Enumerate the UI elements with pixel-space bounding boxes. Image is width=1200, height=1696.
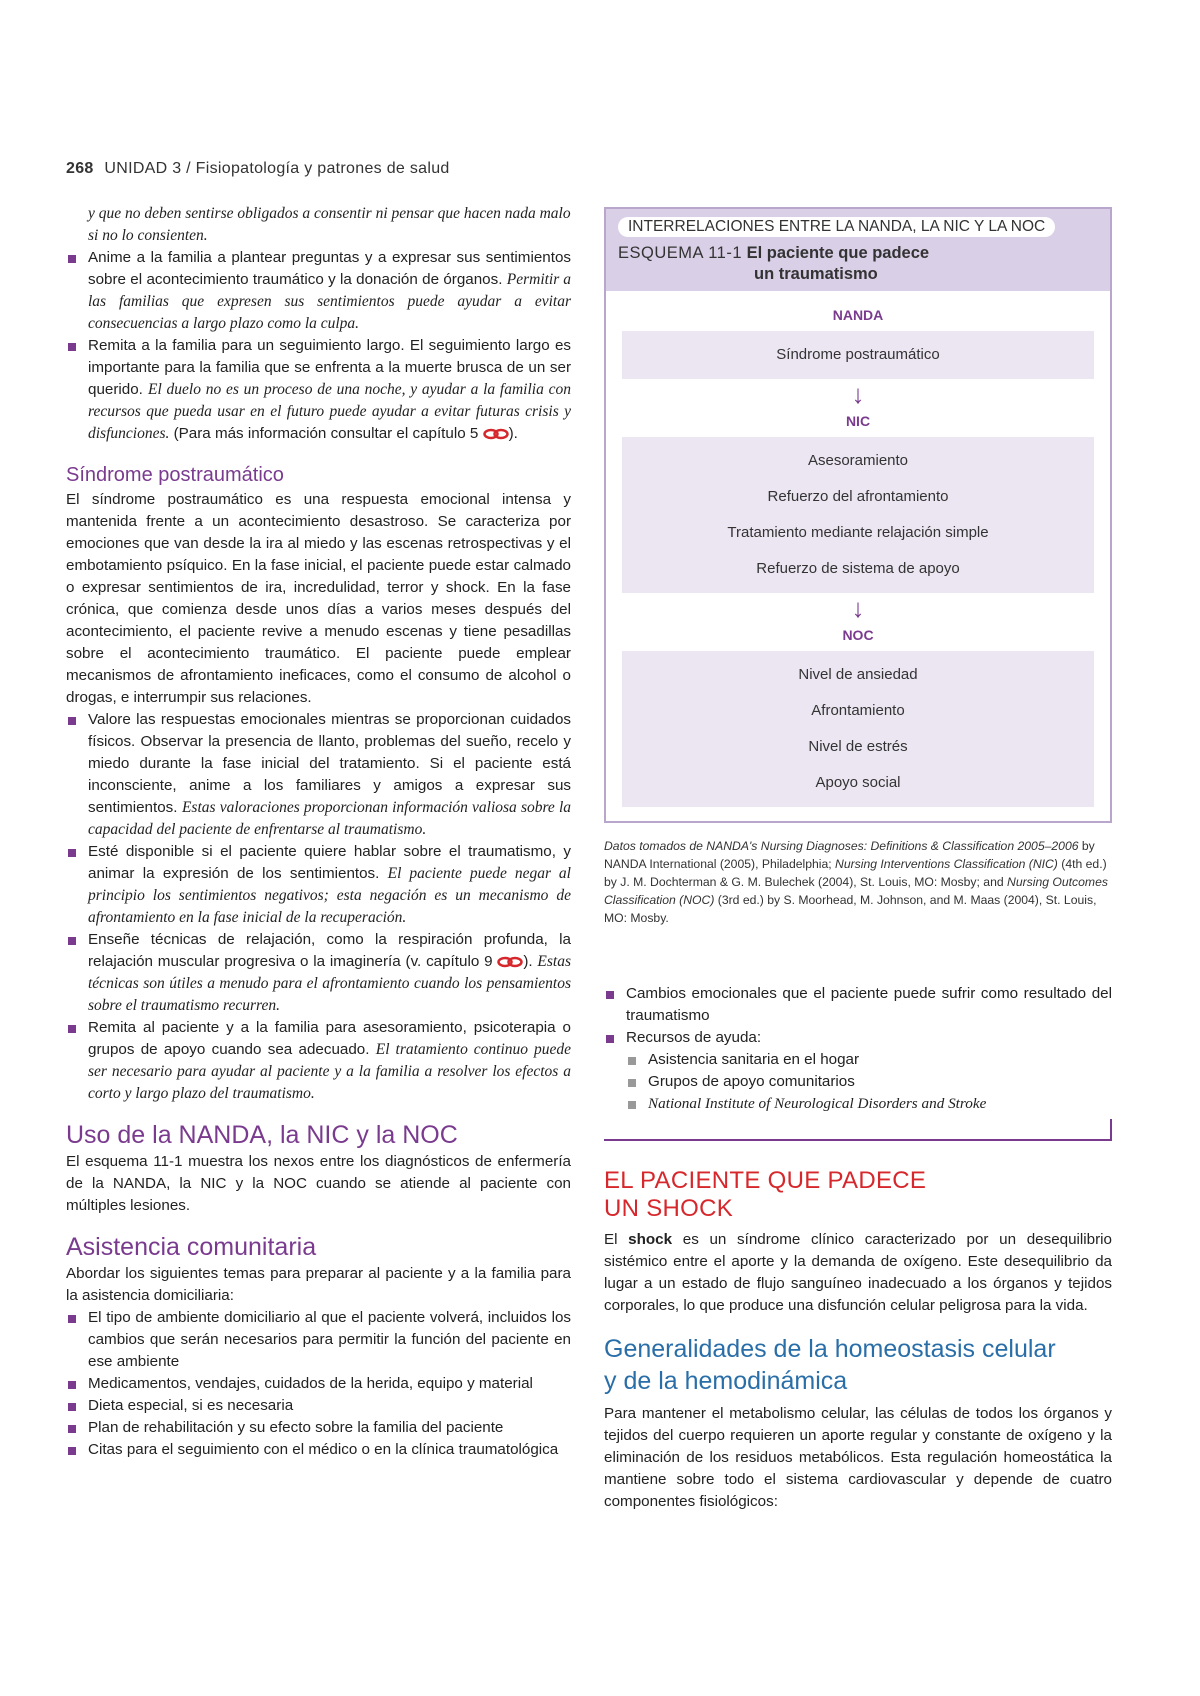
- chapter-heading-shock: [604, 1167, 1112, 1223]
- nic-box: [622, 437, 1094, 593]
- bullet-list-sindrome: [66, 709, 571, 1105]
- list-item: [66, 247, 571, 335]
- list-item: [66, 1017, 571, 1105]
- section-heading-uso: Uso de la NANDA, la NIC y la NOC: [66, 1121, 458, 1149]
- list-item: Recursos de ayuda:: [604, 1027, 1112, 1049]
- schema-title-line-2: un traumatismo: [754, 265, 878, 283]
- section-end-rule: [604, 1119, 1112, 1141]
- section-heading-generalidades: [604, 1333, 1112, 1397]
- source-text: (3rd ed.) by S. Moorhead, M. Johnson, and M. Maas (2004), St. Louis, MO: Mosby.: [604, 893, 1097, 925]
- bullet-rationale: Estas técnicas son útiles a menudo para el afrontamiento cuando los pensamientos sobre el traumatismo recurren.: [88, 953, 572, 1014]
- bullet-text: Anime a la familia a plantear preguntas y a expresar sus sentimientos sobre el acontecimiento traumático y la donación de órganos.: [88, 249, 571, 288]
- schema-box: [604, 207, 1112, 823]
- text: El: [604, 1231, 629, 1248]
- left-column: [66, 203, 571, 1461]
- section-heading-asistencia: Asistencia comunitaria: [66, 1233, 317, 1261]
- list-item: Medicamentos, vendajes, cuidados de la herida, equipo y material: [66, 1373, 571, 1395]
- source-text: Datos tomados de: [604, 839, 707, 853]
- source-title: Nursing Outcomes Classification (NOC): [604, 875, 1108, 907]
- list-item: Grupos de apoyo comunitarios: [604, 1071, 1112, 1093]
- list-item: Asistencia sanitaria en el hogar: [604, 1049, 1112, 1071]
- nanda-label: NANDA: [832, 307, 884, 323]
- running-head-text: UNIDAD 3 / Fisiopatología y patrones de salud: [104, 160, 450, 177]
- list-item: El tipo de ambiente domiciliario al que el paciente volverá, incluidos los cambios que serán necesarios para permitir la función del paciente en ese ambiente: [66, 1307, 571, 1373]
- list-item: Citas para el seguimiento con el médico o en la clínica traumatológica: [66, 1439, 571, 1461]
- list-item: [66, 841, 571, 929]
- noc-label: NOC: [842, 627, 874, 643]
- list-item: Dieta especial, si es necesaria: [66, 1395, 571, 1417]
- source-title: NANDA's Nursing Diagnoses: Definitions & Classification 2005–2006: [706, 839, 1079, 853]
- right-column: [604, 207, 1112, 1513]
- paragraph-uso: El esquema 11-1 muestra los nexos entre los diagnósticos de enfermería de la NANDA, la NIC y la NOC cuando se atiende al paciente con múltiples lesiones.: [66, 1153, 571, 1214]
- bullet-list-asistencia: [66, 1307, 571, 1461]
- bullet-tail-end: ).: [508, 425, 518, 442]
- term: shock: [628, 1231, 673, 1248]
- bullet-list-family: [66, 247, 571, 445]
- nic-item: Refuerzo de sistema de apoyo: [756, 560, 960, 577]
- nic-item: Tratamiento mediante relajación simple: [727, 524, 989, 541]
- chain-link-icon[interactable]: [483, 428, 509, 440]
- bullet-text: Valore las respuestas emocionales mientras se proporcionan cuidados físicos. Observar la presencia de llanto, problemas del sueño, recelo y miedo durante la fase inicial del tratamiento. Si el paciente está inconsciente, anime a los familiares y amigos a expresar sus sentimientos.: [88, 711, 571, 816]
- chain-link-icon[interactable]: [497, 956, 523, 968]
- bullet-rationale: Permitir a las familias que expresen sus sentimientos puede ayudar a evitar consecuencias a largo plazo como la culpa.: [88, 271, 571, 332]
- list-item: [66, 929, 571, 1017]
- paragraph-generalidades: Para mantener el metabolismo celular, las células de todos los órganos y tejidos del cuerpo requieren un aporte regular y constante de oxígeno y la eliminación de los residuos metabólicos. Esta regulación homeostática la mantiene sobre todo el sistema cardiovascular y depende de cuatro componentes fisiológicos:: [604, 1405, 1112, 1510]
- bullet-rationale: El tratamiento continuo puede ser necesario para ayudar al paciente y a la familia a resolver los efectos a corto y largo plazo del traumatismo.: [88, 1041, 572, 1102]
- list-item: Cambios emocionales que el paciente puede sufrir como resultado del traumatismo: [604, 983, 1112, 1027]
- list-item: Plan de rehabilitación y su efecto sobre la familia del paciente: [66, 1417, 571, 1439]
- list-item: [66, 709, 571, 841]
- running-head: [66, 160, 450, 178]
- noc-item: Nivel de ansiedad: [798, 666, 918, 683]
- source-text: by NANDA International (2005), Philadelphia;: [604, 839, 1095, 871]
- sub-bullet-list: [604, 1049, 1112, 1115]
- heading-line: y de la hemodinámica: [604, 1367, 848, 1395]
- nanda-box: [622, 331, 1094, 379]
- source-title: Nursing Interventions Classification (NIC): [835, 857, 1058, 871]
- nic-label: NIC: [845, 413, 871, 429]
- nic-item: Refuerzo del afrontamiento: [767, 488, 949, 505]
- schema-label: ESQUEMA 11-1: [618, 244, 742, 262]
- bullet-text: Remita al paciente y a la familia para asesoramiento, psicoterapia o grupos de apoyo cuando sea adecuado.: [88, 1019, 571, 1058]
- paragraph-asistencia: Abordar los siguientes temas para preparar al paciente y a la familia para la asistencia domiciliaria:: [66, 1265, 571, 1304]
- schema-body: [606, 291, 1110, 821]
- bullet-rationale: El duelo no es un proceso de una noche, y ayudar a la familia con recursos que pueda usar en el futuro puede ayudar a evitar futuras crisis y disfunciones.: [88, 381, 571, 442]
- bullet-list-community-right: [604, 983, 1112, 1049]
- heading-line: Generalidades de la homeostasis celular: [604, 1335, 1056, 1363]
- noc-item: Afrontamiento: [811, 702, 905, 719]
- schema-tag: INTERRELACIONES ENTRE LA NANDA, LA NIC Y LA NOC: [618, 217, 1055, 237]
- list-item: [66, 335, 571, 445]
- list-item: National Institute of Neurological Disorders and Stroke: [604, 1093, 1112, 1115]
- bullet-text: Esté disponible si el paciente quiere hablar sobre el traumatismo, y animar la expresión de los sentimientos.: [88, 843, 571, 882]
- heading-line: UN SHOCK: [604, 1195, 734, 1222]
- schema-title: [618, 243, 1098, 285]
- page-number: 268: [66, 160, 94, 177]
- section-heading-sindrome: Síndrome postraumático: [66, 464, 284, 486]
- nic-item: Asesoramiento: [807, 452, 909, 469]
- schema-source-note: [604, 837, 1108, 927]
- bullet-text: Remita a la familia para un seguimiento largo. El seguimiento largo es importante para la familia que se enfrenta a la muerte brusca de un ser querido.: [88, 337, 571, 398]
- heading-line: EL PACIENTE QUE PADECE: [604, 1167, 927, 1194]
- schema-header: [606, 209, 1110, 291]
- bullet-text-end: ).: [523, 953, 538, 970]
- source-text: (4th ed.) by J. M. Dochterman & G. M. Bulechek (2004), St. Louis, MO: Mosby; and: [604, 857, 1107, 889]
- arrow-down-icon: ↓: [851, 379, 865, 409]
- schema-title-line-1: El paciente que padece: [746, 244, 930, 262]
- noc-box: [622, 651, 1094, 807]
- noc-item: Apoyo social: [815, 774, 901, 791]
- paragraph-sindrome: El síndrome postraumático es una respuesta emocional intensa y mantenida frente a un acontecimiento desastroso. Se caracteriza por emociones que van desde la ira al miedo y las escenas retrospectivas y el embotamiento psíquico. En la fase inicial, el paciente puede estar calmado o expresar sentimientos de ira, incredulidad, terror y shock. En la fase crónica, que comienza desde unos días a varios meses después del acontecimiento, el paciente revive a menudo escenas y tiene pesadillas sobre el acontecimiento traumático. El paciente puede emplear mecanismos de afrontamiento ineficaces, como el consumo de alcohol o drogas, e interrumpir sus relaciones.: [66, 491, 571, 706]
- bullet-text: Enseñe técnicas de relajación, como la respiración profunda, la relajación muscular progresiva o la imaginería (v. capítulo 9: [88, 931, 571, 970]
- intro-italic: y que no deben sentirse obligados a consentir ni pensar que hacen nada malo si no lo consienten.: [88, 205, 571, 244]
- arrow-down-icon: ↓: [851, 593, 865, 623]
- bullet-tail: (Para más información consultar el capítulo 5: [169, 425, 483, 442]
- nanda-item: Síndrome postraumático: [776, 346, 940, 363]
- text: es un síndrome clínico caracterizado por un desequilibrio sistémico entre el aporte y la demanda de oxígeno. Este desequilibrio da lugar a un estado de flujo sanguíneo inadecuado a los órganos y tejidos corporales, lo que produce una disfunción celular peligrosa para la vida.: [604, 1231, 1112, 1314]
- bullet-rationale: El paciente puede negar al principio los sentimientos negativos; esta negación es un mecanismo de afrontamiento en la fase inicial de la recuperación.: [88, 865, 571, 926]
- noc-item: Nivel de estrés: [808, 738, 908, 755]
- paragraph-shock: [604, 1229, 1112, 1317]
- bullet-rationale: Estas valoraciones proporcionan información valiosa sobre la capacidad del paciente de enfrentarse al traumatismo.: [88, 799, 571, 838]
